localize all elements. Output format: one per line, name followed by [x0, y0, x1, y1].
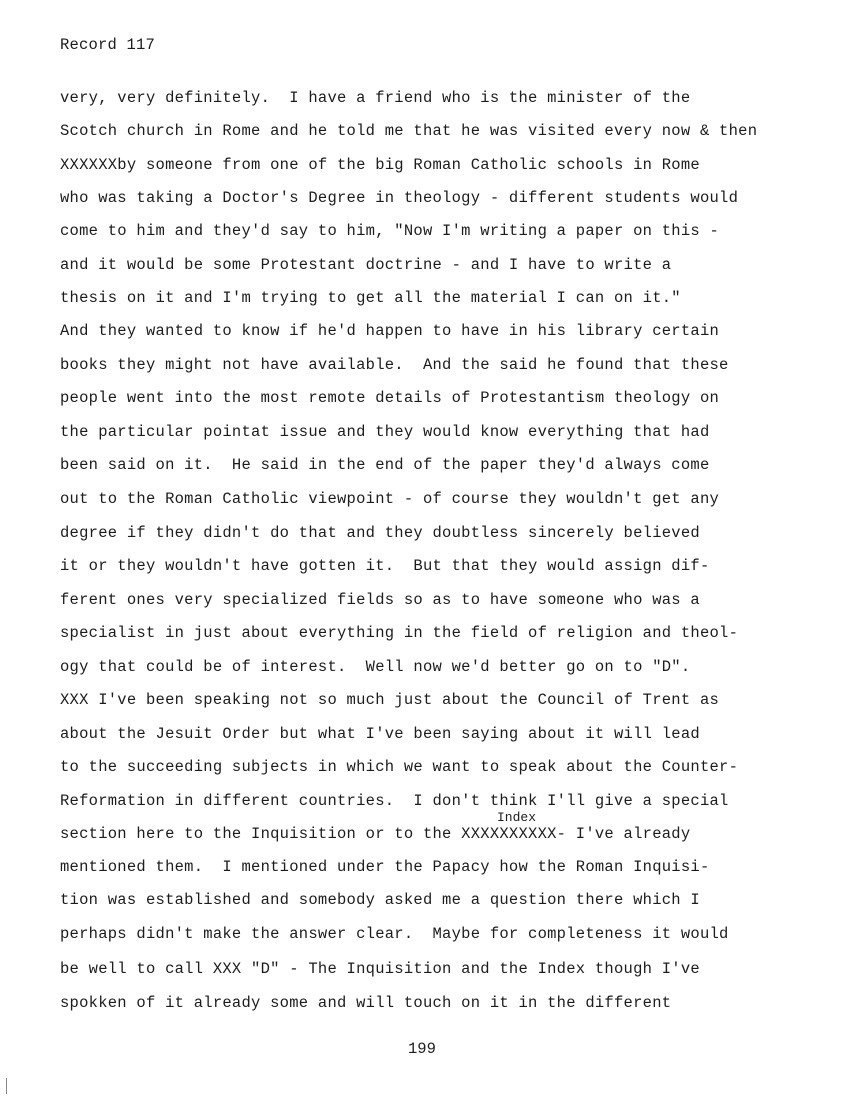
- text-line: to the succeeding subjects in which we want to speak about the Counter-: [60, 758, 739, 776]
- text-line: thesis on it and I'm trying to get all the material I can on it.": [60, 289, 681, 307]
- page-number: 199: [408, 1040, 436, 1058]
- text-line: XXX I've been speaking not so much just about the Council of Trent as: [60, 691, 720, 709]
- text-line: be well to call XXX "D" - The Inquisition and the Index though I've: [60, 960, 700, 978]
- text-line: very, very definitely. I have a friend who is the minister of the: [60, 89, 691, 107]
- text-line: And they wanted to know if he'd happen to have in his library certain: [60, 322, 720, 340]
- text-line: degree if they didn't do that and they doubtless sincerely believed: [60, 524, 700, 542]
- text-line: who was taking a Doctor's Degree in theology - different students would: [60, 189, 739, 207]
- text-line: the particular pointat issue and they would know everything that had: [60, 423, 710, 441]
- text-line: spokken of it already some and will touch on it in the different: [60, 994, 672, 1012]
- text-line: books they might not have available. And the said he found that these: [60, 356, 729, 374]
- text-line: ferent ones very specialized fields so as to have someone who was a: [60, 591, 700, 609]
- text-line: ogy that could be of interest. Well now we'd better go on to "D".: [60, 658, 691, 676]
- text-line: people went into the most remote details of Protestantism theology on: [60, 389, 720, 407]
- record-number: Record 117: [60, 36, 156, 54]
- text-line: Scotch church in Rome and he told me that he was visited every now & then: [60, 122, 758, 140]
- text-line: section here to the Inquisition or to the XXXXXXXXXX- I've already: [60, 825, 691, 843]
- text-line: tion was established and somebody asked me a question there which I: [60, 891, 700, 909]
- text-line: been said on it. He said in the end of the paper they'd always come: [60, 456, 710, 474]
- interlinear-insertion: Index: [497, 810, 537, 825]
- text-line: about the Jesuit Order but what I've been saying about it will lead: [60, 725, 700, 743]
- text-line: XXXXXXby someone from one of the big Roman Catholic schools in Rome: [60, 156, 700, 174]
- text-line: it or they wouldn't have gotten it. But that they would assign dif-: [60, 557, 710, 575]
- text-line: come to him and they'd say to him, "Now I'm writing a paper on this -: [60, 222, 720, 240]
- margin-mark: [6, 1078, 7, 1094]
- text-line: specialist in just about everything in the field of religion and theol-: [60, 624, 739, 642]
- text-line: out to the Roman Catholic viewpoint - of course they wouldn't get any: [60, 490, 720, 508]
- text-line: perhaps didn't make the answer clear. Maybe for completeness it would: [60, 925, 729, 943]
- text-line: mentioned them. I mentioned under the Papacy how the Roman Inquisi-: [60, 858, 710, 876]
- text-line: Reformation in different countries. I don't think I'll give a special: [60, 792, 729, 810]
- text-line: and it would be some Protestant doctrine - and I have to write a: [60, 256, 672, 274]
